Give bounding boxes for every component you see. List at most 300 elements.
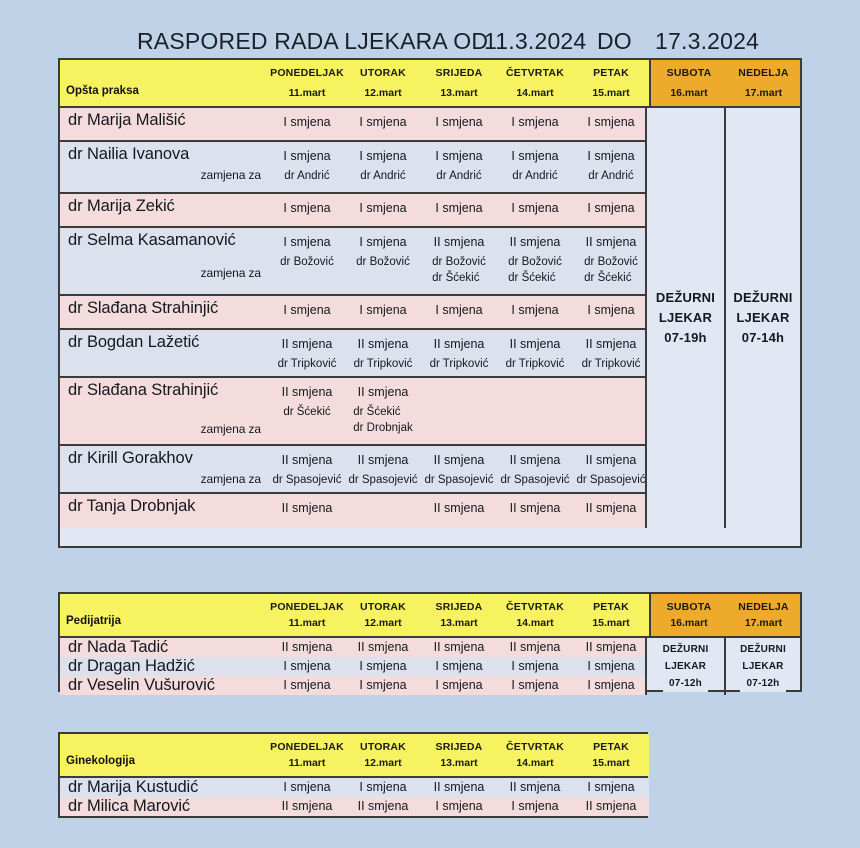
doctor-name-cell (60, 330, 269, 376)
substitute-doctor: dr Božović (508, 256, 562, 269)
shift-value: I smjena (435, 149, 483, 163)
shift-cell[interactable] (421, 108, 497, 140)
table-row[interactable] (60, 296, 645, 330)
doctor-name: dr Nada Tadić (68, 638, 169, 656)
shift-cell[interactable] (497, 296, 573, 328)
table-row[interactable] (60, 142, 645, 194)
shift-cell[interactable] (497, 638, 573, 657)
shift-value: I smjena (283, 235, 331, 249)
day-header-ponedeljak (269, 60, 345, 106)
duty-line3: 07-19h (664, 330, 707, 346)
doctor-name: dr Marija Kustudić (68, 778, 199, 796)
table-body (60, 778, 646, 816)
shift-value: II smjena (585, 501, 637, 515)
substitute-doctors (576, 473, 645, 489)
shift-cell[interactable] (573, 194, 649, 226)
day-name: SUBOTA (666, 67, 712, 79)
day-name: NEDELJA (738, 601, 789, 613)
shift-cell[interactable] (573, 378, 649, 444)
day-date: 13.mart (440, 757, 478, 769)
substitute-doctor: dr Andrić (436, 170, 482, 183)
table-row[interactable] (60, 446, 645, 494)
page-title-main: RASPORED RADA LJEKARA OD (137, 28, 489, 54)
day-header-četvrtak (497, 60, 573, 106)
substitute-label: zamjena za (200, 422, 261, 436)
shift-cell[interactable] (269, 296, 345, 328)
shift-cell[interactable] (345, 142, 421, 192)
shift-value: I smjena (587, 115, 635, 129)
substitute-doctors (348, 473, 417, 489)
shift-value: II smjena (433, 640, 485, 655)
shift-cell[interactable] (573, 638, 649, 657)
date-from: 11.3.2024 (484, 28, 587, 54)
shift-cell[interactable] (345, 194, 421, 226)
doctor-name: dr Dragan Hadžić (68, 657, 195, 675)
day-date: 15.mart (592, 757, 630, 769)
weekday-columns (60, 638, 645, 695)
substitute-doctor: dr Božović (280, 256, 334, 269)
shift-value: II smjena (585, 640, 637, 655)
substitute-doctor: dr Šćekić (283, 406, 331, 419)
shift-value: I smjena (283, 115, 331, 129)
shift-cell[interactable] (497, 494, 573, 528)
doctor-name: dr Nailia Ivanova (68, 145, 190, 163)
duty-line1: DEŽURNI (740, 644, 786, 655)
table-row[interactable] (60, 494, 645, 528)
shift-cell[interactable] (497, 108, 573, 140)
shift-cell[interactable] (269, 797, 345, 816)
shift-cell[interactable] (421, 194, 497, 226)
substitute-doctor: dr Andrić (360, 170, 406, 183)
day-name: PETAK (593, 741, 629, 753)
shift-cell[interactable] (573, 676, 649, 695)
shift-cell[interactable] (269, 142, 345, 192)
day-name: ČETVRTAK (506, 67, 564, 79)
shift-cell[interactable] (497, 797, 573, 816)
shift-cell[interactable] (421, 778, 497, 797)
day-header-utorak (345, 594, 421, 636)
shift-cell[interactable] (345, 108, 421, 140)
duty-text (740, 641, 786, 692)
day-date: 16.mart (670, 617, 708, 629)
shift-value: I smjena (435, 115, 483, 129)
shift-value: I smjena (587, 659, 635, 674)
table-body (60, 108, 800, 528)
shift-cell[interactable] (421, 296, 497, 328)
shift-cell[interactable] (345, 446, 421, 492)
doctor-name: dr Marija Zekić (68, 197, 175, 215)
doctor-name: dr Kirill Gorakhov (68, 449, 193, 467)
day-header-ponedeljak (269, 734, 345, 776)
substitute-doctor: dr Božović (584, 256, 638, 269)
date-to: 17.3.2024 (655, 28, 760, 54)
doctor-name-cell (60, 378, 269, 444)
substitute-doctor: dr Šćekić (508, 271, 556, 284)
shift-cell[interactable] (497, 778, 573, 797)
doctor-name-cell (60, 676, 269, 695)
substitute-doctors (436, 169, 481, 185)
shift-value: II smjena (281, 501, 333, 515)
section-label: Opšta praksa (60, 60, 269, 106)
doctor-name: dr Slađana Strahinjić (68, 381, 219, 399)
shift-cell[interactable] (345, 778, 421, 797)
table-row[interactable] (60, 194, 645, 228)
substitute-doctor: dr Spasojević (348, 474, 418, 487)
substitute-doctor: dr Tripković (505, 358, 565, 371)
day-name: PETAK (593, 601, 629, 613)
substitute-doctor: dr Tripković (353, 358, 413, 371)
date-connector: DO (597, 28, 632, 54)
day-name: UTORAK (360, 67, 406, 79)
shift-value: I smjena (283, 678, 331, 693)
weekday-columns (60, 108, 645, 528)
shift-value: II smjena (509, 337, 561, 351)
table-row[interactable] (60, 797, 649, 816)
schedule-table-ginekologija (58, 732, 648, 818)
substitute-doctor: dr Spasojević (272, 474, 342, 487)
shift-cell[interactable] (497, 194, 573, 226)
day-date: 13.mart (440, 87, 478, 99)
shift-cell[interactable] (421, 228, 497, 294)
day-date: 12.mart (364, 757, 402, 769)
day-date: 16.mart (670, 87, 708, 99)
shift-cell[interactable] (573, 494, 649, 528)
weekend-duty-area (645, 638, 800, 695)
doctor-name-cell (60, 778, 269, 797)
shift-cell[interactable] (497, 446, 573, 492)
doctor-name-cell (60, 446, 269, 492)
table-row[interactable] (60, 108, 645, 142)
day-date: 11.mart (288, 757, 326, 769)
shift-value: I smjena (359, 235, 407, 249)
doctor-name-cell (60, 797, 269, 816)
shift-value: II smjena (433, 780, 485, 795)
day-header-srijeda (421, 60, 497, 106)
day-name: SRIJEDA (435, 67, 483, 79)
shift-cell[interactable] (421, 797, 497, 816)
substitute-doctor: dr Šćekić (353, 406, 401, 419)
shift-value: II smjena (509, 501, 561, 515)
shift-value: I smjena (511, 201, 559, 215)
day-header-petak (573, 734, 649, 776)
shift-value: I smjena (435, 659, 483, 674)
shift-cell[interactable] (497, 228, 573, 294)
shift-cell[interactable] (573, 446, 649, 492)
shift-value: II smjena (509, 453, 561, 467)
shift-value: II smjena (509, 780, 561, 795)
shift-cell[interactable] (573, 657, 649, 676)
table-header-row (60, 60, 800, 108)
shift-cell[interactable] (573, 797, 649, 816)
duty-cell-nedelja[interactable] (724, 108, 800, 528)
substitute-label: zamjena za (200, 472, 261, 486)
substitute-doctors (278, 357, 337, 373)
day-name: UTORAK (360, 601, 406, 613)
shift-value: I smjena (587, 303, 635, 317)
shift-value: I smjena (435, 799, 483, 814)
shift-cell[interactable] (269, 676, 345, 695)
day-header-ponedeljak (269, 594, 345, 636)
duty-line3: 07-12h (669, 678, 702, 689)
day-name: SUBOTA (666, 601, 712, 613)
shift-value: II smjena (509, 235, 561, 249)
shift-cell[interactable] (497, 657, 573, 676)
substitute-doctor: dr Tripković (277, 358, 337, 371)
shift-value: I smjena (359, 201, 407, 215)
day-date: 17.mart (744, 87, 783, 99)
substitute-doctors (432, 255, 486, 286)
shift-value: II smjena (357, 385, 409, 399)
shift-cell[interactable] (421, 142, 497, 192)
shift-cell[interactable] (421, 446, 497, 492)
substitute-doctor: dr Tripković (581, 358, 641, 371)
shift-value: I smjena (511, 149, 559, 163)
shift-cell[interactable] (497, 330, 573, 376)
shift-cell[interactable] (345, 296, 421, 328)
shift-value: II smjena (433, 337, 485, 351)
shift-cell[interactable] (345, 378, 421, 444)
shift-cell[interactable] (421, 657, 497, 676)
shift-value: I smjena (359, 659, 407, 674)
shift-value: II smjena (281, 385, 333, 399)
substitute-doctor: dr Drobnjak (353, 421, 413, 434)
doctor-name: dr Selma Kasamanović (68, 231, 236, 249)
substitute-doctors (512, 169, 557, 185)
day-header-utorak (345, 734, 421, 776)
duty-text (733, 288, 792, 348)
doctor-name: dr Bogdan Lažetić (68, 333, 200, 351)
day-header-subota (649, 60, 727, 106)
shift-cell[interactable] (497, 142, 573, 192)
duty-cell-subota[interactable] (645, 638, 724, 695)
page-title (0, 28, 860, 62)
shift-value: II smjena (357, 799, 409, 814)
duty-line1: DEŽURNI (662, 644, 709, 655)
shift-value: II smjena (357, 640, 409, 655)
table-row[interactable] (60, 676, 645, 695)
duty-line2: LJEKAR (736, 309, 790, 325)
shift-value: I smjena (283, 303, 331, 317)
doctor-name-cell (60, 194, 269, 226)
table-row[interactable] (60, 330, 645, 378)
shift-cell[interactable] (269, 638, 345, 657)
shift-value: I smjena (587, 149, 635, 163)
shift-cell[interactable] (421, 494, 497, 528)
shift-value: I smjena (435, 303, 483, 317)
substitute-doctor: dr Spasojević (424, 474, 494, 487)
substitute-doctor: dr Šćekić (432, 271, 480, 284)
shift-value: II smjena (433, 453, 485, 467)
shift-cell[interactable] (573, 330, 649, 376)
table-row[interactable] (60, 378, 645, 446)
day-name: PONEDELJAK (270, 67, 344, 79)
substitute-doctor: dr Andrić (588, 170, 634, 183)
shift-cell[interactable] (573, 778, 649, 797)
duty-cell-nedelja[interactable] (724, 638, 800, 695)
shift-value: I smjena (511, 678, 559, 693)
day-name: SRIJEDA (435, 741, 483, 753)
substitute-doctors (283, 405, 330, 421)
shift-cell[interactable] (269, 194, 345, 226)
substitute-doctors (354, 357, 413, 373)
day-name: ČETVRTAK (506, 601, 564, 613)
table-body (60, 638, 800, 695)
shift-cell[interactable] (421, 330, 497, 376)
shift-cell[interactable] (497, 676, 573, 695)
shift-cell[interactable] (573, 228, 649, 294)
substitute-doctors (272, 473, 341, 489)
shift-cell[interactable] (573, 296, 649, 328)
day-name: PETAK (593, 67, 629, 79)
shift-cell[interactable] (269, 494, 345, 528)
shift-cell[interactable] (269, 228, 345, 294)
shift-cell[interactable] (269, 778, 345, 797)
day-name: PONEDELJAK (270, 601, 344, 613)
shift-value: II smjena (585, 235, 637, 249)
doctor-name-cell (60, 142, 269, 192)
shift-cell[interactable] (345, 330, 421, 376)
table-row[interactable] (60, 228, 645, 296)
day-date: 11.mart (288, 617, 326, 629)
shift-value: II smjena (509, 640, 561, 655)
duty-line2: LJEKAR (658, 309, 713, 325)
substitute-doctors (284, 169, 329, 185)
shift-value: II smjena (433, 501, 485, 515)
day-date: 15.mart (592, 617, 630, 629)
table-row[interactable] (60, 657, 645, 676)
substitute-doctors (430, 357, 489, 373)
shift-value: II smjena (585, 337, 637, 351)
substitute-doctor: dr Božović (432, 256, 486, 269)
substitute-doctors (500, 473, 569, 489)
shift-value: I smjena (359, 303, 407, 317)
substitute-doctors (353, 405, 412, 436)
shift-cell[interactable] (269, 330, 345, 376)
substitute-doctor: dr Šćekić (584, 271, 632, 284)
shift-value: I smjena (587, 678, 635, 693)
table-row[interactable] (60, 778, 649, 797)
substitute-doctor: dr Spasojević (500, 474, 570, 487)
shift-value: I smjena (511, 659, 559, 674)
schedule-table-opsta-praksa (58, 58, 802, 548)
shift-value: I smjena (435, 201, 483, 215)
weekday-columns (60, 778, 649, 816)
doctor-name: dr Marija Mališić (68, 111, 186, 129)
day-header-utorak (345, 60, 421, 106)
shift-value: I smjena (587, 780, 635, 795)
substitute-doctors (360, 169, 405, 185)
duty-text (663, 641, 709, 692)
shift-value: I smjena (283, 659, 331, 674)
shift-value: I smjena (511, 303, 559, 317)
substitute-doctor: dr Andrić (512, 170, 558, 183)
day-header-petak (573, 594, 649, 636)
day-header-subota (649, 594, 727, 636)
shift-cell[interactable] (497, 378, 573, 444)
day-date: 17.mart (744, 617, 783, 629)
shift-cell[interactable] (345, 638, 421, 657)
substitute-doctors (584, 255, 638, 286)
substitute-doctors (356, 255, 410, 271)
substitute-doctor: dr Spasojević (576, 474, 646, 487)
day-header-srijeda (421, 734, 497, 776)
shift-value: II smjena (585, 453, 637, 467)
shift-cell[interactable] (345, 797, 421, 816)
doctor-name-cell (60, 228, 269, 294)
shift-value: I smjena (587, 201, 635, 215)
shift-value: I smjena (359, 780, 407, 795)
day-date: 12.mart (364, 87, 402, 99)
doctor-name-cell (60, 108, 269, 140)
duty-line1: DEŽURNI (655, 289, 716, 305)
shift-cell[interactable] (421, 378, 497, 444)
duty-line1: DEŽURNI (733, 289, 793, 305)
shift-value: II smjena (281, 640, 333, 655)
shift-cell[interactable] (345, 494, 421, 528)
weekend-duty-area (645, 108, 800, 528)
day-header-nedelja (727, 594, 800, 636)
duty-text (656, 288, 715, 348)
shift-cell[interactable] (269, 378, 345, 444)
shift-value: II smjena (357, 453, 409, 467)
doctor-name: dr Tanja Drobnjak (68, 497, 196, 515)
shift-value: II smjena (357, 337, 409, 351)
doctor-name-cell (60, 657, 269, 676)
day-name: SRIJEDA (435, 601, 483, 613)
day-date: 15.mart (592, 87, 630, 99)
day-header-nedelja (727, 60, 800, 106)
shift-cell[interactable] (421, 676, 497, 695)
shift-value: II smjena (433, 235, 485, 249)
shift-value: II smjena (281, 799, 333, 814)
day-date: 14.mart (516, 757, 554, 769)
shift-value: I smjena (283, 201, 331, 215)
shift-cell[interactable] (573, 142, 649, 192)
shift-cell[interactable] (269, 446, 345, 492)
shift-value: II smjena (281, 337, 333, 351)
substitute-label: zamjena za (200, 266, 261, 280)
shift-value: I smjena (511, 799, 559, 814)
substitute-doctors (280, 255, 334, 271)
shift-cell[interactable] (421, 638, 497, 657)
table-header-row (60, 734, 646, 778)
table-row[interactable] (60, 638, 645, 657)
section-label: Ginekologija (60, 734, 269, 776)
shift-value: II smjena (585, 799, 637, 814)
shift-cell[interactable] (269, 108, 345, 140)
shift-value: I smjena (359, 678, 407, 693)
shift-cell[interactable] (345, 228, 421, 294)
doctor-name: dr Veselin Vušurović (68, 676, 215, 694)
duty-cell-subota[interactable] (645, 108, 724, 528)
day-name: NEDELJA (738, 67, 789, 79)
substitute-doctors (588, 169, 633, 185)
day-date: 14.mart (516, 87, 554, 99)
day-name: ČETVRTAK (506, 741, 564, 753)
duty-line3: 07-14h (741, 330, 785, 346)
day-date: 13.mart (440, 617, 478, 629)
substitute-doctors (506, 357, 565, 373)
shift-value: I smjena (511, 115, 559, 129)
shift-cell[interactable] (345, 657, 421, 676)
shift-cell[interactable] (269, 657, 345, 676)
shift-value: II smjena (281, 453, 333, 467)
substitute-doctors (508, 255, 562, 286)
substitute-label: zamjena za (200, 168, 261, 182)
doctor-name-cell (60, 638, 269, 657)
shift-cell[interactable] (573, 108, 649, 140)
shift-cell[interactable] (345, 676, 421, 695)
